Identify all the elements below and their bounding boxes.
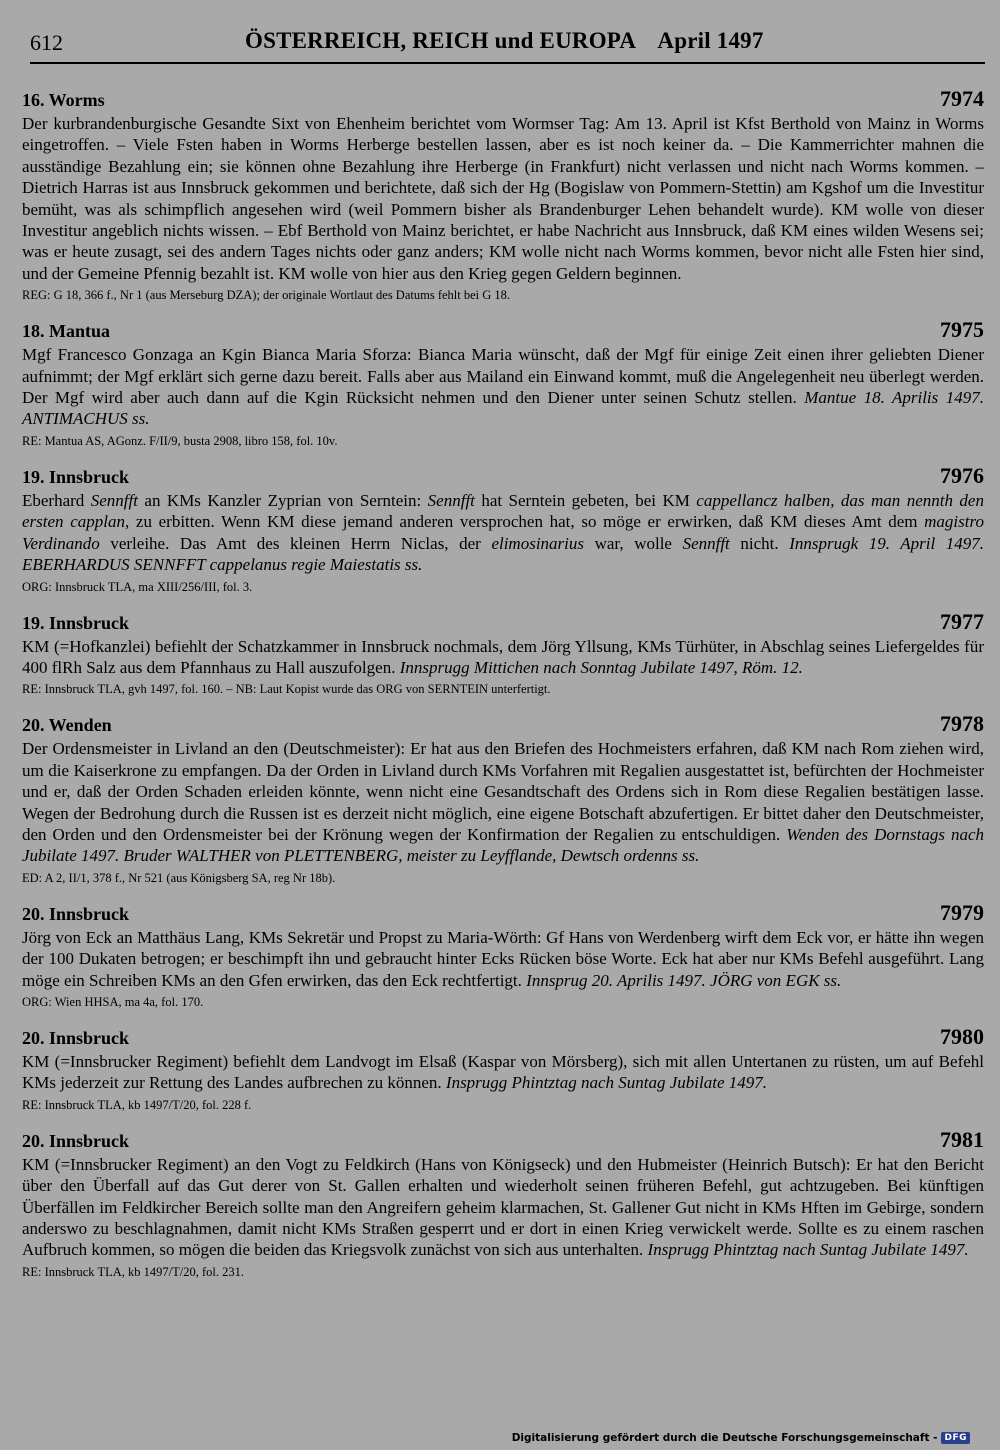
entry-7975 bbox=[22, 317, 984, 449]
entry-body bbox=[22, 113, 984, 284]
page-footer bbox=[512, 1432, 970, 1444]
entry-heading bbox=[22, 900, 984, 926]
entry-heading bbox=[22, 1127, 984, 1153]
entry-body-italic: Innsprug 20. Aprilis 1497. JÖRG von EGK ss. bbox=[526, 970, 842, 990]
entry-body-text: an KMs Kanzler Zyprian von Serntein: bbox=[137, 490, 428, 510]
entry-number: 7974 bbox=[940, 86, 984, 111]
entry-body-italic: Innsprugg Mittichen nach Sonntag Jubilate 1497, Röm. 12. bbox=[399, 657, 803, 677]
entry-body bbox=[22, 1051, 984, 1094]
entry-date-place: 20. Wenden bbox=[22, 715, 112, 736]
entry-body-text: KM (=Hofkanzlei) befiehlt der Schatzkammer in Innsbruck nochmals, dem Jörg Yllsung, KMs Türhüter, in Abschlag seines Liefergeldes für 400 flRh Salz aus dem Pfannhaus zu Hall auszufolgen. bbox=[22, 636, 984, 677]
page-header bbox=[30, 30, 985, 62]
entry-7974 bbox=[22, 86, 984, 303]
entry-source-reference: RE: Innsbruck TLA, gvh 1497, fol. 160. – NB: Laut Kopist wurde das ORG von SERNTEIN unterfertigt. bbox=[22, 682, 551, 697]
entry-date-place: 18. Mantua bbox=[22, 321, 111, 342]
entry-body bbox=[22, 738, 984, 866]
entry-body-text: KM (=Innsbrucker Regiment) an den Vogt zu Feldkirch (Hans von Königseck) und den Hubmeister (Heinrich Butsch): Er hat den Bericht über den Überfall auf das Gut derer von St. Gallen erhalten und wiederholt seinen früheren Befehl, gut achtzugeben. Bei künftigen Überfällen im Feldkircher Bereich sollte man den Angreifern geheim klarmachen, St. Gallener Gut nicht in KMs Hften im Gebirge, sondern anderswo zu beschlagnahmen, damit nicht KMs Straßen gesperrt und er dort in einen Krieg verwickelt werde. Sollte es zu einem raschen Aufbruch kommen, so mögen die beiden das Kriegsvolk zunächst von sich aus unterhalten. bbox=[22, 1154, 984, 1260]
entry-body-italic: Mantue 18. Aprilis 1497. ANTIMACHUS ss. bbox=[22, 388, 984, 429]
entry-source-reference: RE: Innsbruck TLA, kb 1497/T/20, fol. 228 f. bbox=[22, 1097, 252, 1112]
entry-body bbox=[22, 344, 984, 430]
entry-body-text: zu erbitten. Wenn KM diese jemand anderen versprochen hat, so möge er erwirken, daß KM dieses Amt dem bbox=[129, 512, 925, 532]
entry-number: 7978 bbox=[940, 711, 984, 737]
entry-number: 7976 bbox=[940, 462, 984, 488]
entry-heading bbox=[22, 463, 984, 489]
entry-number: 7981 bbox=[940, 1126, 984, 1152]
dfg-logo: DFG bbox=[941, 1432, 970, 1444]
entry-7981 bbox=[22, 1127, 984, 1280]
entry-number: 7975 bbox=[940, 317, 984, 343]
entry-7977 bbox=[22, 609, 984, 698]
entry-body-italic: Sennfft bbox=[427, 490, 475, 510]
entry-7979 bbox=[22, 900, 984, 1010]
entry-body-italic: Insprugg Phintztag nach Suntag Jubilate 1497. bbox=[647, 1240, 969, 1260]
entry-body-text: Jörg von Eck an Matthäus Lang, KMs Sekretär und Propst zu Maria-Wörth: Gf Hans von Werdenberg wirft dem Eck vor, er hätte ihn wegen der 100 Dukaten betrogen; er beschimpft ihn und gebraucht hinter Ecks Rücken böse Worte. Eck hat aber nur KMs Befehl ausgeführt. Lang möge ein Schreiben KMs an den Gfen erwirken, das den Eck rechtfertigt. bbox=[22, 927, 984, 990]
entry-body-italic: Wenden des Dornstags nach Jubilate 1497. Bruder WALTHER von PLETTENBERG, meister zu Leyfflande, Dewtsch ordenns ss. bbox=[22, 824, 984, 866]
entry-body-italic: cappellancz halben, das man nennth den ersten capplan, bbox=[22, 490, 984, 532]
entry-body-text: hat Serntein gebeten, bei KM bbox=[474, 490, 697, 510]
entry-body-italic: Insprugg Phintztag nach Suntag Jubilate 1497. bbox=[445, 1073, 767, 1093]
entry-source-reference: ED: A 2, II/1, 378 f., Nr 521 (aus Königsberg SA, reg Nr 18b). bbox=[22, 870, 336, 885]
entry-date-place: 16. Worms bbox=[22, 90, 105, 110]
entry-date-place: 20. Innsbruck bbox=[22, 903, 130, 924]
entry-date-place: 19. Innsbruck bbox=[22, 466, 130, 487]
entry-body bbox=[22, 1154, 984, 1261]
entry-source-reference: ORG: Innsbruck TLA, ma XIII/256/III, fol. 3. bbox=[22, 579, 253, 594]
entry-heading bbox=[22, 711, 984, 737]
running-title: ÖSTERREICH, REICH und EUROPA April 1497 bbox=[245, 28, 764, 53]
entry-body-text: nicht. bbox=[729, 533, 790, 553]
entry-body-italic: Sennfft bbox=[682, 533, 730, 553]
entry-body-text: Eberhard bbox=[22, 490, 91, 510]
entry-body bbox=[22, 927, 984, 991]
entry-heading bbox=[22, 317, 984, 343]
entry-source-reference: REG: G 18, 366 f., Nr 1 (aus Merseburg DZA); der originale Wortlaut des Datums fehlt bei G 18. bbox=[22, 288, 511, 303]
entry-date-place: 20. Innsbruck bbox=[22, 1130, 130, 1151]
entry-heading bbox=[22, 609, 984, 635]
entry-heading bbox=[22, 86, 984, 112]
header-rule bbox=[30, 62, 985, 64]
entry-body-text: KM (=Innsbrucker Regiment) befiehlt dem Landvogt im Elsaß (Kaspar von Mörsberg), sich mit allen Untertanen zu rüsten, um auf Befehl KMs jederzeit zur Rettung des Landes aufbrechen zu können. bbox=[22, 1051, 984, 1093]
entry-body-text: Der kurbrandenburgische Gesandte Sixt von Ehenheim berichtet vom Wormser Tag: Am 13. April ist Kfst Berthold von Mainz in Worms eingetroffen. – Viele Fsten haben in Worms Herberge bestellen lassen, aber es ist noch keiner da. – Die Kammerrichter mahnen die ausständige Bezahlung ein; sie können ohne Bezahlung ihre Herberge (in Frankfurt) nicht verlassen und nicht nach Worms kommen. – Dietrich Harras ist aus Innsbruck gekommen und berichtete, daß sich der Hg (Bogislaw von Pommern-Stettin) am Kgshof um die Investitur bemüht, was als schimpflich angesehen wird (weil Pommern bisher als Brandenburger Lehen behandelt wurde). KM wolle von dieser Investitur angeblich nichts wissen. – Ebf Berthold von Mainz berichtet, er habe Nachricht aus Innsbruck, daß KM eines wilden Wesens sei; was er heute zusagt, sei des andern Tages nichts oder ganz anders; KM wolle nicht nach Worms kommen, bevor nicht alle Fsten hier sind, und der Gemeine Pfennig bezahlt ist. KM wolle von hier aus den Krieg gegen Geldern beginnen. bbox=[22, 114, 984, 283]
entry-body-italic: Sennfft bbox=[90, 490, 138, 510]
entry-7978 bbox=[22, 711, 984, 885]
entry-body-text: Der Ordensmeister in Livland an den (Deutschmeister): Er hat aus den Briefen des Hochmeisters erfahren, daß KM nach Rom ziehen wird, um die Kaiserkrone zu empfangen. Da der Orden in Livland durch KMs Vorfahren mit Regalien ausgestattet ist, befürchten der Hochmeister und er, daß der Orden Schaden erleiden könnte, wenn nicht eine Gesandtschaft des Ordens sich in Rom diese Regalien bestätigen lasse. Wegen der Bedrohung durch die Russen ist es derzeit nicht möglich, eine eigene Botschaft abzufertigen. Er bittet daher den Deutschmeister, den Orden und den Ordensmeister bei der Krönung wegen der Konfirmation der Regalien zu entschuldigen. bbox=[22, 739, 984, 844]
entry-date-place: 19. Innsbruck bbox=[22, 612, 130, 633]
entry-body-text: verleihe. Das Amt des kleinen Herrn Niclas, der bbox=[99, 533, 492, 553]
entry-source-reference: ORG: Wien HHSA, ma 4a, fol. 170. bbox=[22, 994, 204, 1009]
entry-date-place: 20. Innsbruck bbox=[22, 1027, 130, 1048]
entry-source-reference: RE: Mantua AS, AGonz. F/II/9, busta 2908, libro 158, fol. 10v. bbox=[22, 433, 338, 448]
entry-body-italic: elimosinarius bbox=[491, 533, 584, 553]
entry-body-text: war, wolle bbox=[584, 533, 683, 553]
entry-body-text: Mgf Francesco Gonzaga an Kgin Bianca Maria Sforza: Bianca Maria wünscht, daß der Mgf für einige Zeit einen ihrer geliebten Diener aufnimmt; der Mgf erklärt sich gerne dazu bereit. Falls aber aus Mailand ein Einwand kommt, muß die Angelegenheit neu überlegt werden. Der Mgf wird aber auch dann auf die Kgin Rücksicht nehmen und den Diener unter seinen Schutz stellen. bbox=[22, 345, 984, 408]
entry-body-italic: magistro Verdinando bbox=[22, 512, 984, 553]
entry-7980 bbox=[22, 1024, 984, 1113]
entry-number: 7980 bbox=[940, 1023, 984, 1049]
entry-body-italic: Innsprugk 19. April 1497. EBERHARDUS SENNFFT cappelanus regie Maiestatis ss. bbox=[22, 533, 985, 575]
entry-7976 bbox=[22, 463, 984, 595]
footer-text: Digitalisierung gefördert durch die Deutsche Forschungsgemeinschaft - bbox=[511, 1432, 938, 1444]
entry-number: 7977 bbox=[940, 608, 984, 634]
entry-source-reference: RE: Innsbruck TLA, kb 1497/T/20, fol. 231. bbox=[22, 1264, 244, 1279]
entry-body bbox=[22, 636, 984, 679]
entry-body bbox=[22, 490, 984, 576]
entry-number: 7979 bbox=[940, 899, 984, 925]
entries-list bbox=[22, 86, 984, 1294]
page-number: 612 bbox=[30, 30, 63, 55]
entry-heading bbox=[22, 1024, 984, 1050]
